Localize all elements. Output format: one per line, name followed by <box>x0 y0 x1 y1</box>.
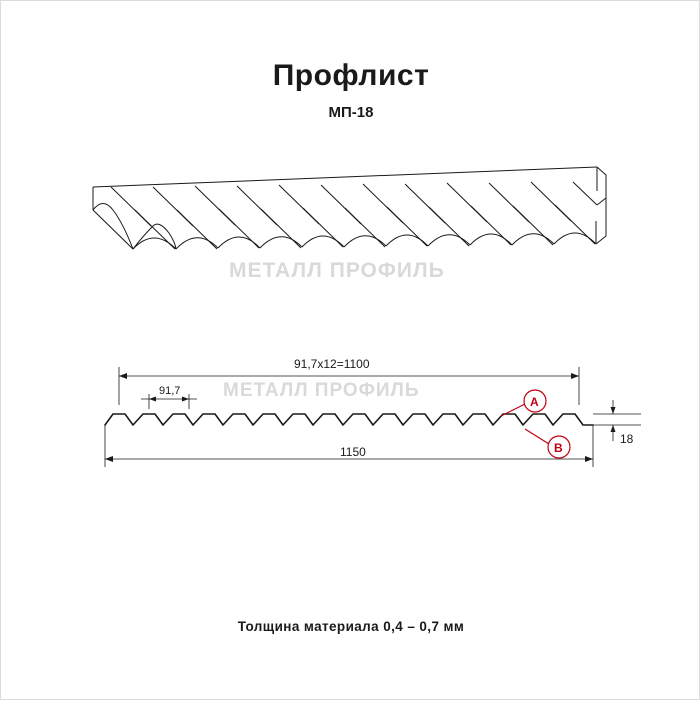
product-model: МП-18 <box>328 104 374 121</box>
dimension-pitch: 91,7 <box>159 385 181 397</box>
callout-label-a: A <box>530 395 539 409</box>
technical-drawing <box>1 1 700 701</box>
isometric-sheet-view <box>93 167 606 249</box>
dimension-working-width: 91,7х12=1100 <box>294 357 370 371</box>
callout-label-b: B <box>554 441 563 455</box>
page-title: Профлист <box>272 59 430 92</box>
watermark-top: МЕТАЛЛ ПРОФИЛЬ <box>229 259 445 282</box>
section-profile-view <box>105 414 593 425</box>
watermark-bottom: МЕТАЛЛ ПРОФИЛЬ <box>223 380 420 401</box>
dimension-overall-width: 1150 <box>340 445 366 459</box>
dimension-profile-height: 18 <box>620 432 634 446</box>
material-thickness-note: Толщина материала 0,4 – 0,7 мм <box>237 619 465 634</box>
